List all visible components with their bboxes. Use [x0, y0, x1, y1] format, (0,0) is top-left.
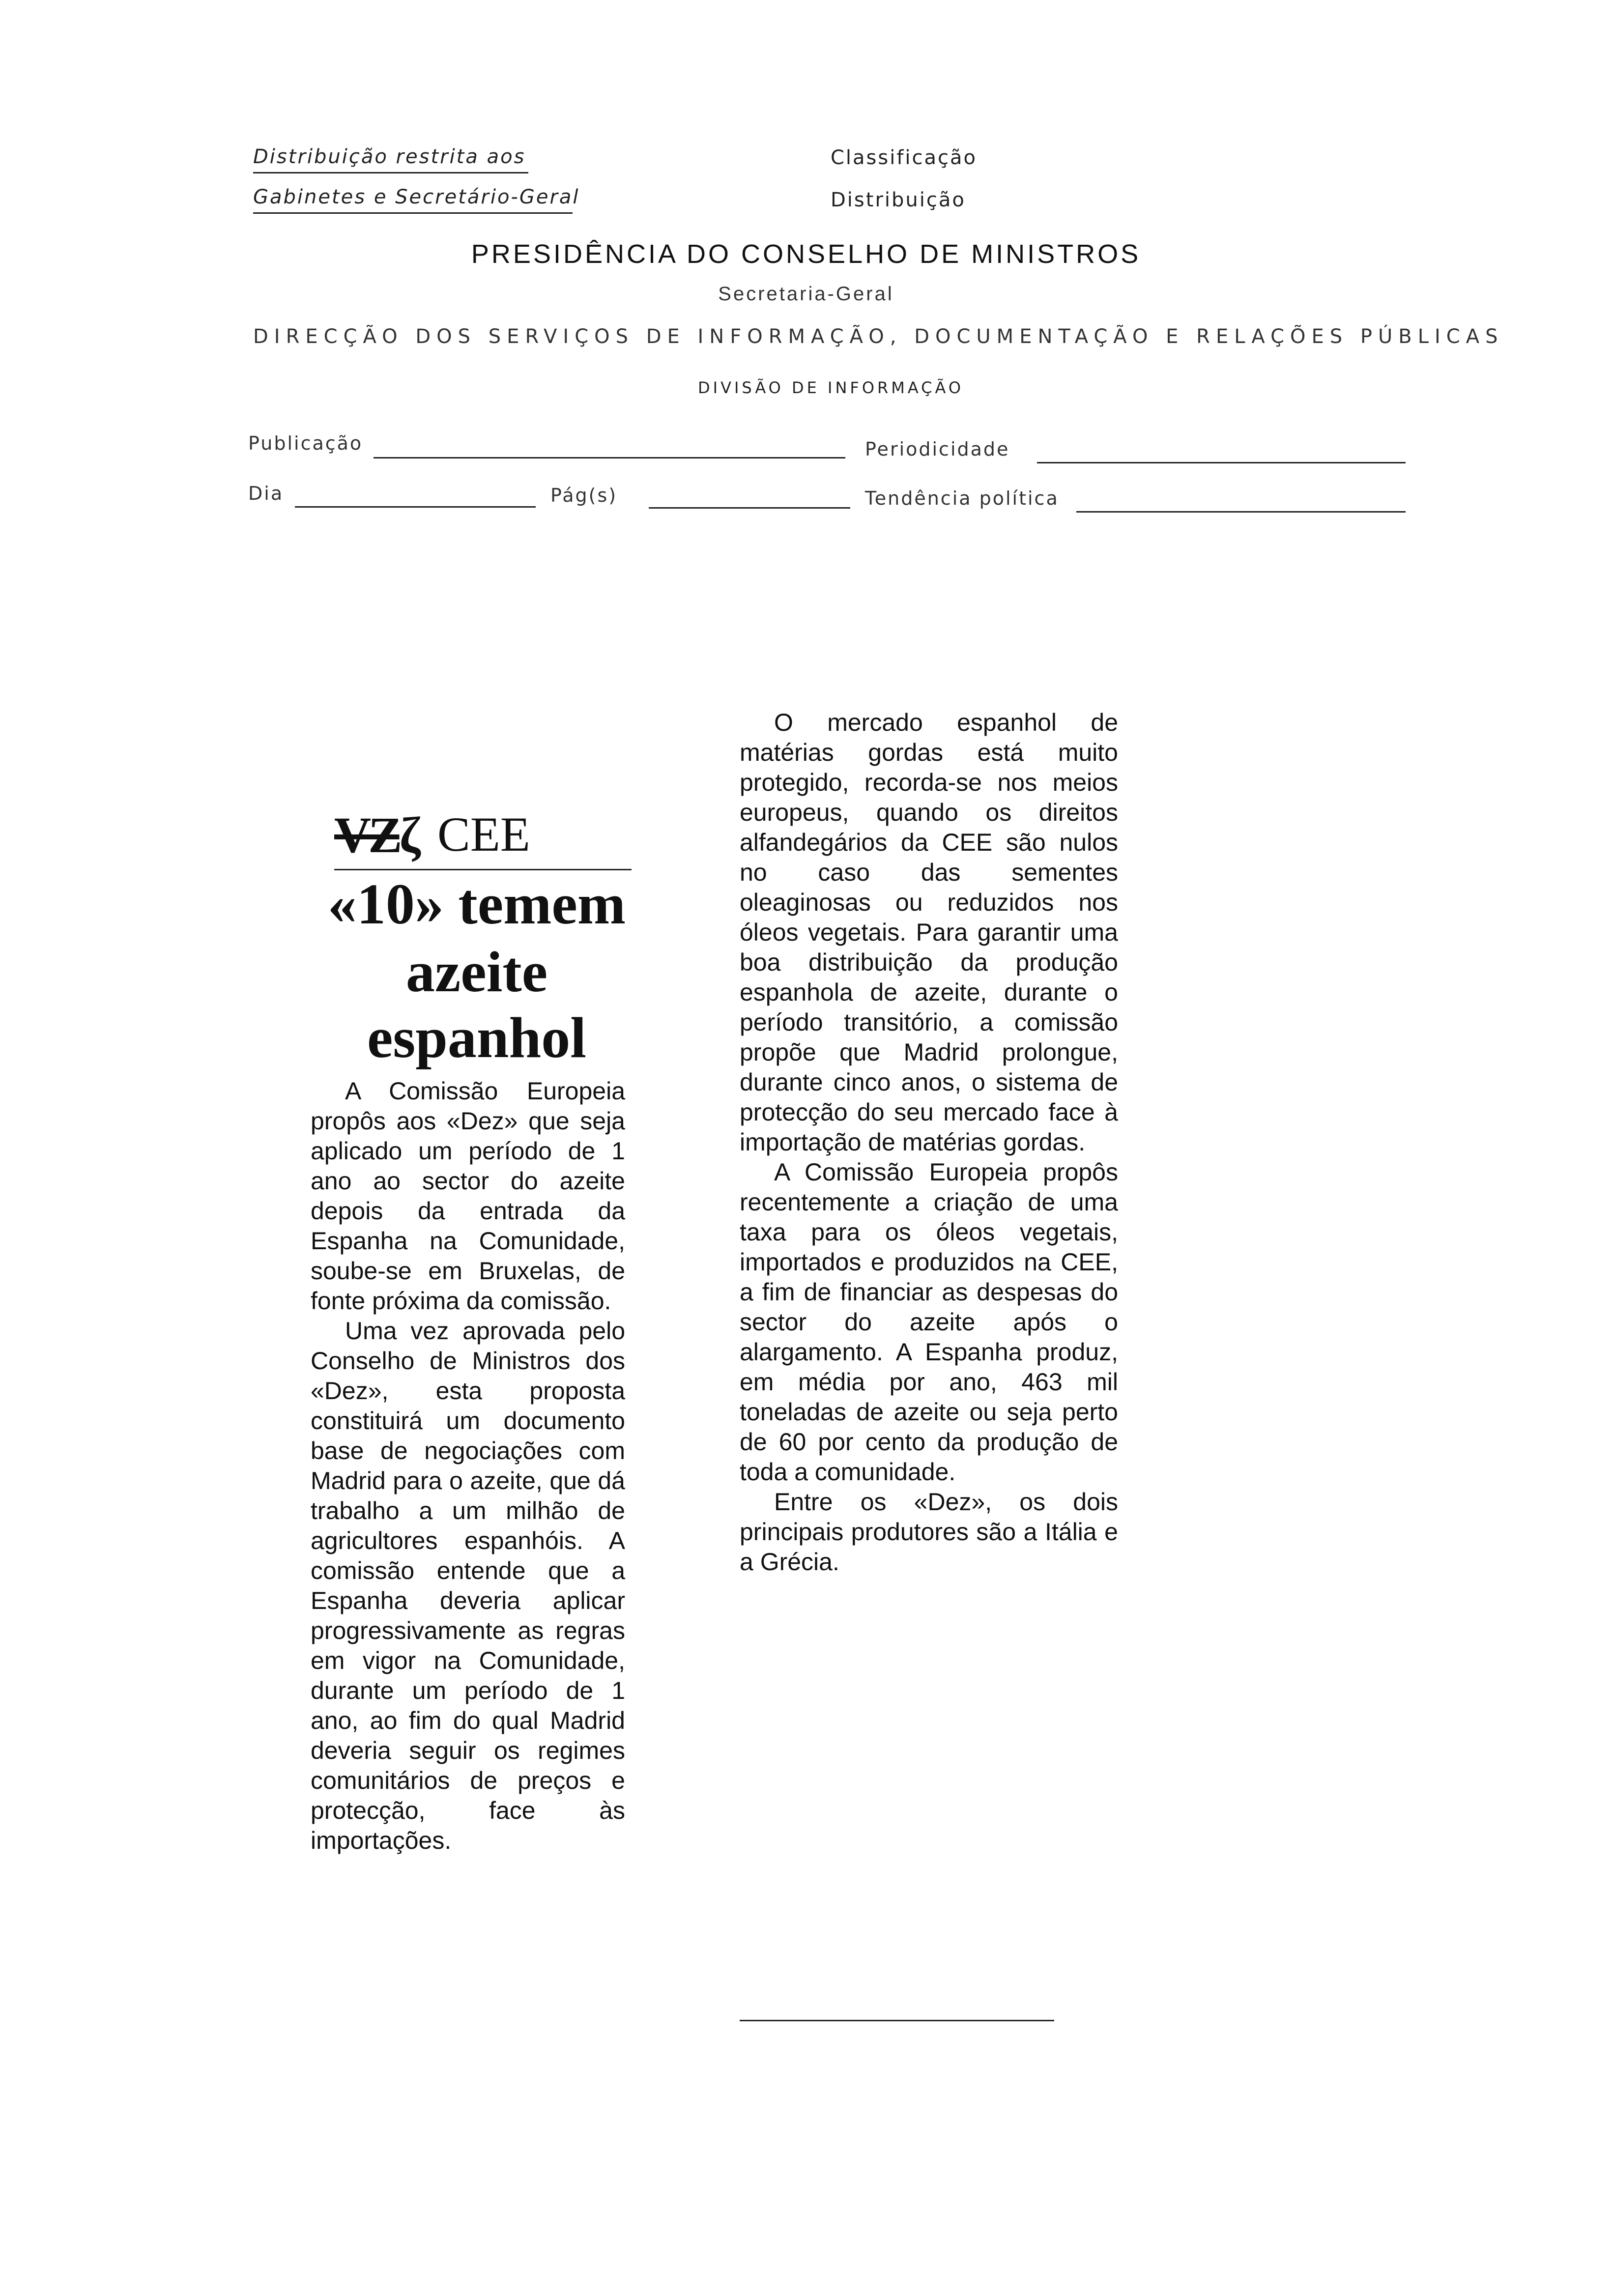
article-paragraph: Entre os «Dez», os dois principais produtores são a Itália e a Grécia.	[740, 1488, 1118, 1576]
scribble-mark: VZζ	[334, 807, 418, 863]
headline-line3: espanhol	[367, 1005, 586, 1070]
article-paragraph: O mercado espanhol de matérias gordas está muito protegido, recorda-se nos meios europeus, quando os direitos alfandegários da CEE são nulos no caso das sementes oleaginosas ou reduzidos nos óleos vegetais. Para garantir uma boa distribuição da produção espanhola de azeite, durante o período transitório, a comissão propõe que Madrid prolongue, durante cinco anos, o sistema de protecção do seu mercado face à importação de matérias gordas.	[740, 709, 1118, 1156]
headline-line2: azeite	[405, 940, 548, 1004]
classification-label: Classificação	[831, 146, 978, 169]
restricted-line2-underline	[253, 212, 573, 214]
article-kicker: CEE	[437, 807, 530, 861]
article-column-left	[311, 1076, 625, 1856]
directorate-line: DIRECÇÃO DOS SERVIÇOS DE INFORMAÇÃO, DOCUMENTAÇÃO E RELAÇÕES PÚBLICAS	[253, 325, 1504, 348]
pages-label: Pág(s)	[550, 485, 618, 506]
periodicity-label: Periodicidade	[865, 438, 1010, 460]
pages-field-line	[649, 507, 850, 509]
article-paragraph: A Comissão Europeia propôs recentemente a criação de uma taxa para os óleos vegetais, importados e produzidos na CEE, a fim de financiar as despesas do sector do azeite após o alargamento. A Espanha produz, em média por ano, 463 mil toneladas de azeite ou seja perto de 60 por cento da produção de toda a comunidade.	[740, 1158, 1118, 1486]
periodicity-field-line	[1037, 462, 1406, 463]
political-tendency-label: Tendência política	[865, 488, 1059, 509]
political-tendency-field-line	[1076, 511, 1406, 513]
article-paragraph: A Comissão Europeia propôs aos «Dez» que seja aplicado um período de 1 ano ao sector do azeite depois da entrada da Espanha na Comunidade, soube-se em Bruxelas, de fonte próxima da comissão.	[311, 1077, 625, 1315]
article-column-right	[740, 708, 1118, 1577]
article-end-rule	[740, 2020, 1054, 2021]
page-title: PRESIDÊNCIA DO CONSELHO DE MINISTROS	[471, 239, 1141, 269]
restricted-line1-underline	[253, 172, 528, 173]
publication-label: Publicação	[248, 432, 363, 454]
article-paragraph: Uma vez aprovada pelo Conselho de Ministros dos «Dez», esta proposta constituirá um documento base de negociações com Madrid para o azeite, que dá trabalho a um milhão de agricultores espanhóis. A comissão entende que a Espanha deveria aplicar progressivamente as regras em vigor na Comunidade, durante um período de 1 ano, ao fim do qual Madrid deveria seguir os regimes comunitários de preços e protecção, face às importações.	[311, 1317, 625, 1854]
headline-line1: «10» temem	[327, 872, 626, 936]
restricted-distribution-line2: Gabinetes e Secretário-Geral	[253, 186, 580, 208]
secretariat-subtitle: Secretaria-Geral	[718, 283, 894, 305]
day-field-line	[295, 506, 536, 508]
restricted-distribution-line1: Distribuição restrita aos	[253, 145, 526, 168]
division-label: DIVISÃO DE INFORMAÇÃO	[698, 378, 964, 397]
day-label: Dia	[248, 483, 284, 504]
publication-field-line	[374, 457, 845, 459]
distribution-label: Distribuição	[831, 189, 966, 211]
